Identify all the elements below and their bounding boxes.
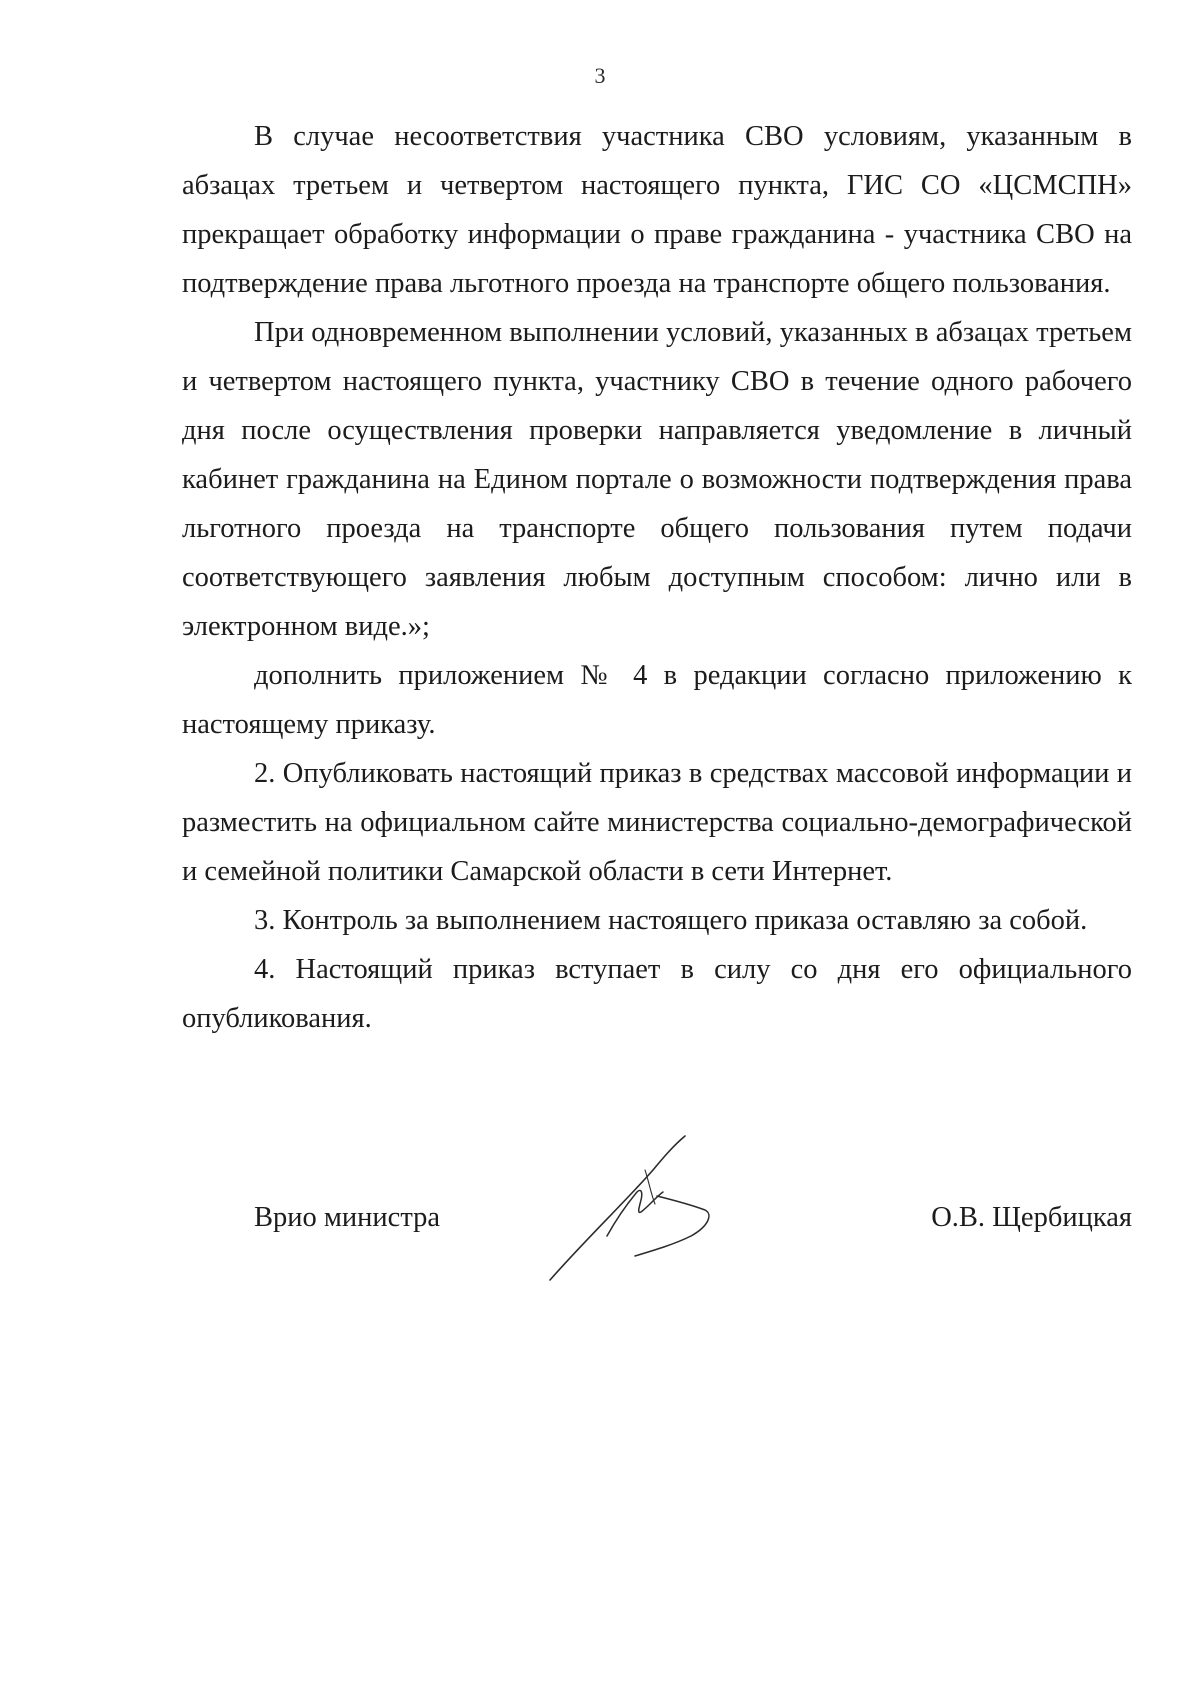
- signatory-role: Врио министра: [254, 1202, 441, 1233]
- paragraph-item-2-publish: 2. Опубликовать настоящий приказ в средствах массовой информации и разместить на официальном сайте министерства социально-демографической и семейной политики Самарской области в сети Интернет.: [182, 758, 1132, 887]
- paragraph-notification: При одновременном выполнении условий, указанных в абзацах третьем и четвертом настоящего пункта, участнику СВО в течение одного рабочего дня после осуществления проверки направляется уведомление в личный кабинет гражданина на Едином портале о возможности подтверждения права льготного проезда на транспорте общего пользования путем подачи соответствующего заявления любым доступным способом: лично или в электронном виде.»;: [182, 317, 1132, 642]
- handwritten-signature: [545, 1130, 765, 1290]
- paragraph-item-4-effective: 4. Настоящий приказ вступает в силу со дня его официального опубликования.: [182, 954, 1132, 1034]
- paragraph-svo-nonconformity: В случае несоответствия участника СВО условиям, указанным в абзацах третьем и четвертом настоящего пункта, ГИС СО «ЦСМСПН» прекращает обработку информации о праве гражданина - участника СВО на подтверждение права льготного проезда на транспорте общего пользования.: [182, 121, 1132, 299]
- signatory-name: О.В. Щербицкая: [931, 1202, 1132, 1233]
- paragraph-appendix: дополнить приложением № 4 в редакции согласно приложению к настоящему приказу.: [182, 660, 1132, 740]
- paragraph-item-3-control: 3. Контроль за выполнением настоящего приказа оставляю за собой.: [254, 905, 1088, 936]
- document-body: [182, 112, 1132, 1043]
- page-number: 3: [594, 63, 606, 88]
